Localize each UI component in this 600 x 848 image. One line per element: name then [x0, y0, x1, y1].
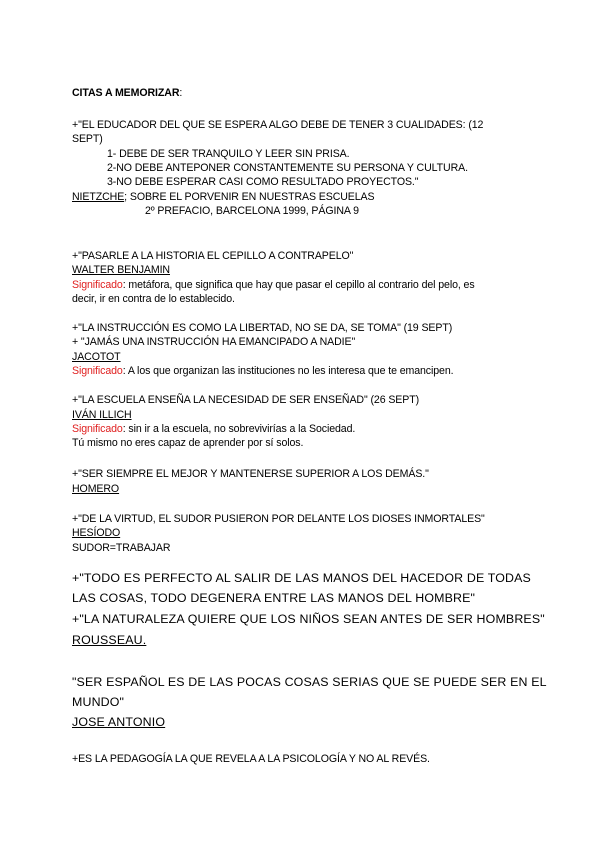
nietzsche-source-line-1: [72, 190, 375, 204]
significado-label: Significado: [72, 279, 123, 291]
nietzsche-item-3: 3-NO DEBE ESPERAR CASI COMO RESULTADO PROYECTOS.": [107, 176, 419, 188]
rousseau-author: ROUSSEAU.: [72, 633, 147, 647]
page-title: [72, 86, 182, 100]
benjamin-quote: +"PASARLE A LA HISTORIA EL CEPILLO A CONTRAPELO": [72, 250, 354, 262]
significado-label: Significado: [72, 423, 123, 435]
rousseau-quote-2: +"LA NATURALEZA QUIERE QUE LOS NIÑOS SEAN ANTES DE SER HOMBRES": [72, 612, 545, 626]
jacotot-meaning-line-1: [72, 364, 453, 378]
nietzsche-quote-line-1: +"EL EDUCADOR DEL QUE SE ESPERA ALGO DEBE DE TENER 3 CUALIDADES: (12: [72, 119, 484, 131]
jacotot-quote-2: + "JAMÁS UNA INSTRUCCIÓN HA EMANCIPADO A NADIE": [72, 336, 356, 348]
jacotot-author: JACOTOT: [72, 351, 121, 363]
illich-meaning-text: : sin ir a la escuela, no sobrevivirías a la Sociedad.: [122, 423, 356, 435]
jacotot-meaning-text: : A los que organizan las instituciones no les interesa que te emancipen.: [122, 365, 454, 377]
nietzsche-item-2: 2-NO DEBE ANTEPONER CONSTANTEMENTE SU PERSONA Y CULTURA.: [107, 162, 468, 174]
nietzsche-source-line-2: 2º PREFACIO, BARCELONA 1999, PÁGINA 9: [145, 205, 359, 217]
homero-author: HOMERO: [72, 483, 120, 495]
nietzsche-author: NIETZCHE: [72, 191, 125, 203]
illich-meaning-line-2: Tú mismo no eres capaz de aprender por sí solos.: [72, 437, 304, 449]
illich-quote: +"LA ESCUELA ENSEÑA LA NECESIDAD DE SER ENSEÑAD" (26 SEPT): [72, 394, 420, 406]
jose-antonio-quote-line-1: "SER ESPAÑOL ES DE LAS POCAS COSAS SERIAS QUE SE PUEDE SER EN EL: [72, 675, 547, 689]
jose-antonio-author: JOSE ANTONIO: [72, 715, 166, 729]
illich-author: IVÁN ILLICH: [72, 409, 132, 421]
hesiodo-author: HESÍODO: [72, 527, 121, 539]
rousseau-quote-1-line-1: +"TODO ES PERFECTO AL SALIR DE LAS MANOS DEL HACEDOR DE TODAS: [72, 571, 531, 585]
hesiodo-note: SUDOR=TRABAJAR: [72, 542, 171, 554]
nietzsche-source-text: ; SOBRE EL PORVENIR EN NUESTRAS ESCUELAS: [124, 191, 375, 203]
benjamin-author: WALTER BENJAMIN: [72, 264, 170, 276]
jose-antonio-quote-line-2: MUNDO": [72, 695, 125, 709]
title-colon: :: [179, 87, 183, 99]
title-text: CITAS A MEMORIZAR: [72, 87, 180, 99]
benjamin-meaning-line-1: [72, 278, 475, 292]
benjamin-meaning-text: : metáfora, que significa que hay que pasar el cepillo al contrario del pelo, es: [122, 279, 475, 291]
jacotot-quote-1: +"LA INSTRUCCIÓN ES COMO LA LIBERTAD, NO SE DA, SE TOMA" (19 SEPT): [72, 322, 453, 334]
homero-quote: +"SER SIEMPRE EL MEJOR Y MANTENERSE SUPERIOR A LOS DEMÁS.": [72, 468, 429, 480]
benjamin-meaning-line-2: decir, ir en contra de lo establecido.: [72, 293, 235, 305]
rousseau-quote-1-line-2: LAS COSAS, TODO DEGENERA ENTRE LAS MANOS DEL HOMBRE": [72, 591, 476, 605]
nietzsche-item-1: 1- DEBE DE SER TRANQUILO Y LEER SIN PRISA.: [107, 148, 350, 160]
illich-meaning-line-1: [72, 422, 355, 436]
significado-label: Significado: [72, 365, 123, 377]
nietzsche-quote-line-2: SEPT): [72, 133, 103, 145]
hesiodo-quote: +"DE LA VIRTUD, EL SUDOR PUSIERON POR DELANTE LOS DIOSES INMORTALES": [72, 513, 485, 525]
pedagogia-quote: +ES LA PEDAGOGÍA LA QUE REVELA A LA PSICOLOGÍA Y NO AL REVÉS.: [72, 753, 430, 765]
